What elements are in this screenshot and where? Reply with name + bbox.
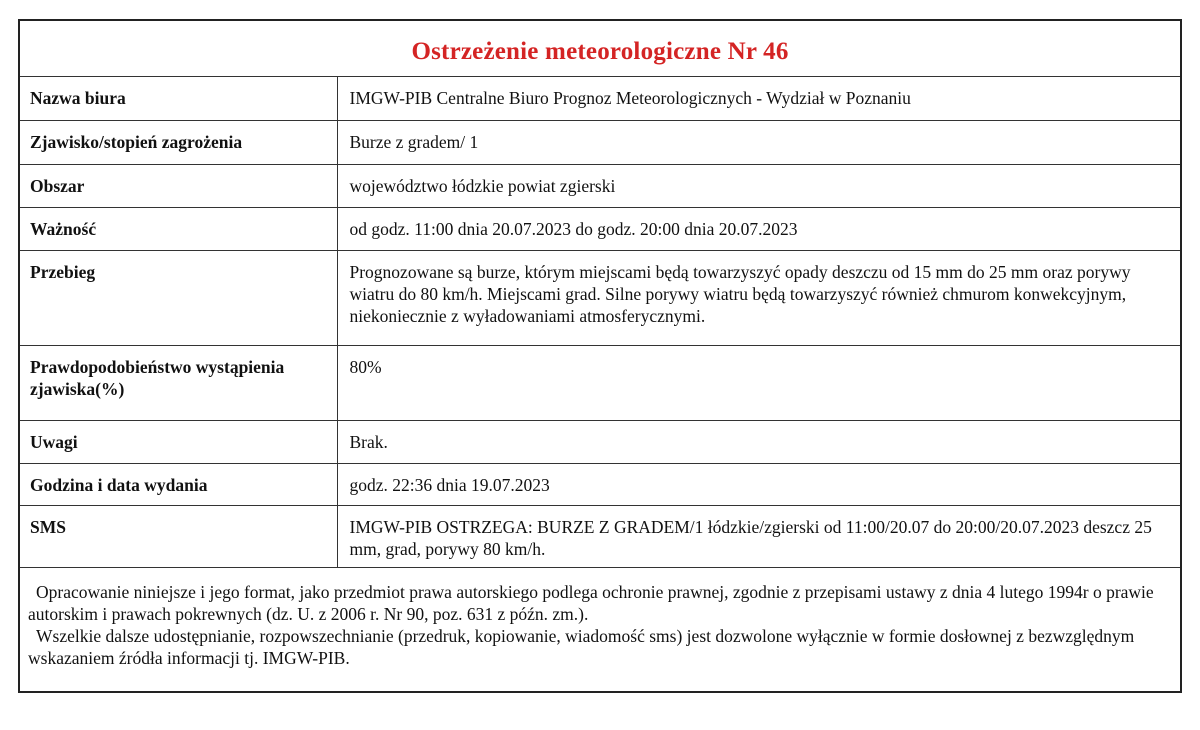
row-value-course: Prognozowane są burze, którym miejscami będą towarzyszyć opady deszczu od 15 mm do 25 mm oraz porywy wiatru do 80 km/h. Miejscami grad. Silne porywy wiatru będą towarzyszyć również chmurom konwekcyjnym, niekoniecznie z wyładowaniami atmosferycznymi. xyxy=(337,250,1180,345)
row-value-office: IMGW-PIB Centralne Biuro Prognoz Meteorologicznych - Wydział w Poznaniu xyxy=(337,77,1180,120)
row-label-phenomenon: Zjawisko/stopień zagrożenia xyxy=(20,120,337,164)
table-row xyxy=(20,505,1180,567)
warning-title: Ostrzeżenie meteorologiczne Nr 46 xyxy=(411,37,789,65)
distribution-paragraph: Wszelkie dalsze udostępnianie, rozpowszechnianie (przedruk, kopiowanie, wiadomość sms) jest dozwolone wyłącznie w formie dosłownej z bezwzględnym wskazaniem źródła informacji tj. IMGW-PIB. xyxy=(28,625,1135,668)
table-row xyxy=(20,120,1180,164)
row-label-area: Obszar xyxy=(20,164,337,207)
table-row xyxy=(20,207,1180,250)
row-value-area: województwo łódzkie powiat zgierski xyxy=(337,164,1180,207)
row-label-issued: Godzina i data wydania xyxy=(20,463,337,505)
copyright-footer xyxy=(20,568,1180,669)
row-label-sms: SMS xyxy=(20,505,337,567)
copyright-paragraph: Opracowanie niniejsze i jego format, jako przedmiot prawa autorskiego podlega ochronie prawnej, zgodnie z przepisami ustawy z dnia 4 lutego 1994r o prawie autorskim i prawach pokrewnych (dz. U. z 2006 r. Nr 90, poz. 631 z późn. zm.). xyxy=(28,581,1154,624)
row-value-sms: IMGW-PIB OSTRZEGA: BURZE Z GRADEM/1 łódzkie/zgierski od 11:00/20.07 do 20:00/20.07.2023 deszcz 25 mm, grad, porywy 80 km/h. xyxy=(337,505,1180,567)
weather-warning-document xyxy=(18,19,1182,693)
row-value-phenomenon: Burze z gradem/ 1 xyxy=(337,120,1180,164)
row-value-issued: godz. 22:36 dnia 19.07.2023 xyxy=(337,463,1180,505)
row-label-validity: Ważność xyxy=(20,207,337,250)
row-label-remarks: Uwagi xyxy=(20,420,337,463)
row-value-probability: 80% xyxy=(337,345,1180,420)
row-value-remarks: Brak. xyxy=(337,420,1180,463)
table-row xyxy=(20,463,1180,505)
table-row xyxy=(20,345,1180,420)
table-row xyxy=(20,420,1180,463)
row-label-probability: Prawdopodobieństwo wystąpienia zjawiska(%) xyxy=(20,345,337,420)
warning-details-table xyxy=(20,77,1180,568)
row-label-course: Przebieg xyxy=(20,250,337,345)
table-row xyxy=(20,250,1180,345)
table-row xyxy=(20,77,1180,120)
row-value-validity: od godz. 11:00 dnia 20.07.2023 do godz. 20:00 dnia 20.07.2023 xyxy=(337,207,1180,250)
title-row xyxy=(20,21,1180,77)
table-row xyxy=(20,164,1180,207)
row-label-office: Nazwa biura xyxy=(20,77,337,120)
